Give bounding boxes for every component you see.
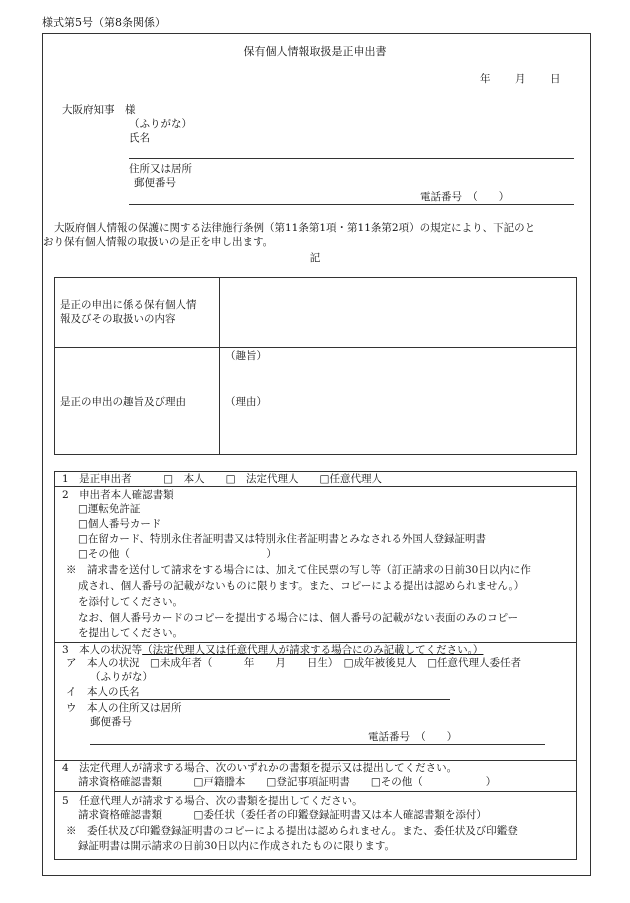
address-label: 住所又は居所 xyxy=(129,163,192,175)
id-doc-option[interactable]: □個人番号カード xyxy=(78,518,162,530)
row1-label-line1: 是正の申出に係る保有個人情 xyxy=(60,299,197,311)
section5-note1: ※ 委任状及び印鑑登録証明書のコピーによる提出は認められません。また、委任状及び印鑑登 xyxy=(66,825,518,837)
section4-line2[interactable]: 請求資格確認書類 □戸籍謄本 □登記事項証明書 □その他（ ） xyxy=(78,776,497,788)
row2-purpose-label: （趣旨） xyxy=(225,350,267,362)
addressee: 大阪府知事 様 xyxy=(62,104,136,116)
date-month: 月 xyxy=(515,73,526,85)
intro-line-1: 大阪府個人情報の保護に関する法律施行条例（第11条第1項・第11条第2項）の規定により、下記のと xyxy=(54,222,536,234)
section1-text[interactable]: 1 是正申出者 □ 本人 □ 法定代理人 □任意代理人 xyxy=(62,473,382,485)
principal-name-label: イ 本人の氏名 xyxy=(66,686,140,698)
name-underline[interactable] xyxy=(129,158,574,159)
row1-content-field[interactable] xyxy=(222,280,574,344)
section2-note-line: 成され、個人番号の記載がないものに限ります。また、コピーによる提出は認められません。） xyxy=(78,580,525,592)
principal-name-underline[interactable] xyxy=(90,699,450,700)
section3-heading-prefix: 3 本人の状況等 xyxy=(62,644,143,656)
row2-reason-label: （理由） xyxy=(225,396,267,408)
id-doc-option[interactable]: □在留カード、特別永住者証明書又は特別永住者証明書とみなされる外国人登録証明書 xyxy=(78,533,486,545)
section2-note-line: なお、個人番号カードのコピーを提出する場合には、個人番号の記載がない表面のみのコピー xyxy=(78,612,519,624)
section5-line2[interactable]: 請求資格確認書類 □委任状（委任者の印鑑登録証明書又は本人確認書類を添付） xyxy=(78,809,487,821)
date-year: 年 xyxy=(480,73,491,85)
row1-label-line2: 報及びその取扱いの内容 xyxy=(60,313,176,325)
form-title: 保有個人情報取扱是正申出書 xyxy=(243,45,387,58)
principal-furigana: （ふりがな） xyxy=(90,671,153,683)
id-doc-option[interactable]: □運転免許証 xyxy=(78,503,141,515)
section-divider-3 xyxy=(54,760,577,761)
address-underline[interactable] xyxy=(129,204,574,205)
section3-heading xyxy=(62,644,483,657)
postal-label: 郵便番号 xyxy=(134,177,176,189)
table-divider xyxy=(219,277,220,455)
id-doc-option[interactable]: □その他（ ） xyxy=(78,548,277,560)
section5-line1: 5 任意代理人が請求する場合、次の書類を提出してください。 xyxy=(62,795,363,807)
ki-label: 記 xyxy=(309,252,321,264)
section-divider-2 xyxy=(54,642,577,643)
section2-note-line: ※ 請求書を送付して請求をする場合には、加えて住民票の写し等（訂正請求の日前30日以内に作 xyxy=(66,564,531,576)
principal-status-line[interactable]: ア 本人の状況 □未成年者（ 年 月 日生） □成年被後見人 □任意代理人委任者 xyxy=(66,657,522,669)
principal-postal-label: 郵便番号 xyxy=(90,716,132,728)
intro-line-2: おり保有個人情報の取扱いの是正を申し出ます。 xyxy=(43,236,274,248)
phone-label: 電話番号 （ ） xyxy=(420,191,510,203)
principal-address-label: ウ 本人の住所又は居所 xyxy=(66,702,182,714)
date-day: 日 xyxy=(550,73,561,85)
furigana-label: （ふりがな） xyxy=(129,118,192,130)
table-row-divider xyxy=(54,347,577,348)
section2-note-line: を添付してください。 xyxy=(78,596,183,608)
section2-heading: 2 申出者本人確認書類 xyxy=(62,489,174,501)
section4-line1: 4 法定代理人が請求する場合、次のいずれかの書類を提示又は提出してください。 xyxy=(62,762,458,774)
section3-heading-note: （法定代理人又は任意代理人が請求する場合にのみ記載してください。） xyxy=(142,644,484,656)
name-label: 氏名 xyxy=(129,132,150,144)
row2-label: 是正の申出の趣旨及び理由 xyxy=(60,396,186,408)
section-divider-4 xyxy=(54,791,577,792)
principal-address-underline[interactable] xyxy=(90,744,545,745)
form-id: 様式第5号（第8条関係） xyxy=(42,16,166,29)
principal-phone-label: 電話番号 （ ） xyxy=(368,731,458,743)
section5-note2: 録証明書は開示請求の日前30日以内に作成されたものに限ります。 xyxy=(78,840,396,852)
section2-note-line: を提出してください。 xyxy=(78,627,183,639)
section-divider-1 xyxy=(54,486,577,487)
